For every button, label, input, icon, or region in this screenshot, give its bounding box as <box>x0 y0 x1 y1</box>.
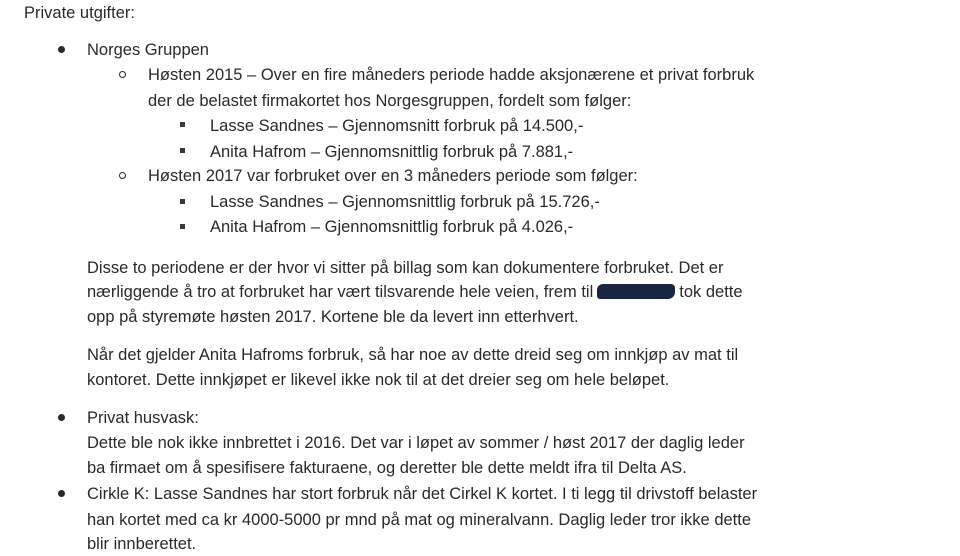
paragraph-husvask-line2: ba firmaet om å spesifisere fakturaene, og deretter ble dette meldt ifra til Delta AS. <box>87 459 687 477</box>
paragraph-documentation-line1: Disse to periodene er der hvor vi sitter på billag som kan dokumentere forbruket. Det er <box>87 259 724 277</box>
square-bullet <box>180 224 185 229</box>
sub-item-2015-line2: der de belastet firmakortet hos Norgesgruppen, fordelt som følger: <box>148 92 632 110</box>
paragraph-anita-line1: Når det gjelder Anita Hafroms forbruk, så har noe av dette dreid seg om innkjøp av mat til <box>87 346 739 364</box>
paragraph-cirkle-k-line1: Cirkle K: Lasse Sandnes har stort forbruk når det Cirkel K kortet. I ti legg til drivstoff belaster <box>87 485 758 503</box>
paragraph-documentation-line2-start: nærliggende å tro at forbruket har vært tilsvarende hele veien, frem til <box>87 283 594 301</box>
paragraph-anita-line2: kontoret. Dette innkjøpet er likevel ikke nok til at det dreier seg om hele beløpet. <box>87 371 670 389</box>
bullet-privat-husvask <box>58 414 65 421</box>
section-title-privat-husvask: Privat husvask: <box>87 409 199 427</box>
paragraph-documentation-line3: opp på styremøte høsten 2017. Kortene ble da levert inn etterhvert. <box>87 308 579 326</box>
paragraph-husvask-line1: Dette ble nok ikke innbrettet i 2016. Det var i løpet av sommer / høst 2017 der daglig leder <box>87 434 745 452</box>
square-bullet <box>180 199 185 204</box>
bullet-cirkle-k <box>58 490 65 497</box>
paragraph-cirkle-k-line2: han kortet med ca kr 4000-5000 pr mnd på mat og mineralvann. Daglig leder tror ikke dette <box>87 511 752 529</box>
list-item-anita-2015: Anita Hafrom – Gjennomsnittlig forbruk på 7.881,- <box>210 143 574 161</box>
paragraph-documentation-line2 <box>87 280 743 304</box>
paragraph-cirkle-k-line3: blir innberettet. <box>87 535 197 553</box>
paragraph-documentation-line2-end: tok dette <box>679 283 743 301</box>
list-item-anita-2017: Anita Hafrom – Gjennomsnittlig forbruk på 4.026,- <box>210 218 574 236</box>
sub-item-2015-line1: Høsten 2015 – Over en fire måneders periode hadde aksjonærene et privat forbruk <box>148 66 755 84</box>
sub-bullet-2017 <box>119 172 126 179</box>
redaction-mark <box>597 284 675 299</box>
square-bullet <box>180 122 185 127</box>
list-item-lasse-2015: Lasse Sandnes – Gjennomsnitt forbruk på 14.500,- <box>210 117 584 135</box>
section-title-norges-gruppen: Norges Gruppen <box>87 41 209 59</box>
page-heading: Private utgifter: <box>24 4 135 22</box>
sub-item-2017-line1: Høsten 2017 var forbruket over en 3 måneders periode som følger: <box>148 167 638 185</box>
list-item-lasse-2017: Lasse Sandnes – Gjennomsnittlig forbruk på 15.726,- <box>210 193 600 211</box>
sub-bullet-2015 <box>119 71 126 78</box>
bullet-norges-gruppen <box>58 46 65 53</box>
square-bullet <box>180 148 185 153</box>
